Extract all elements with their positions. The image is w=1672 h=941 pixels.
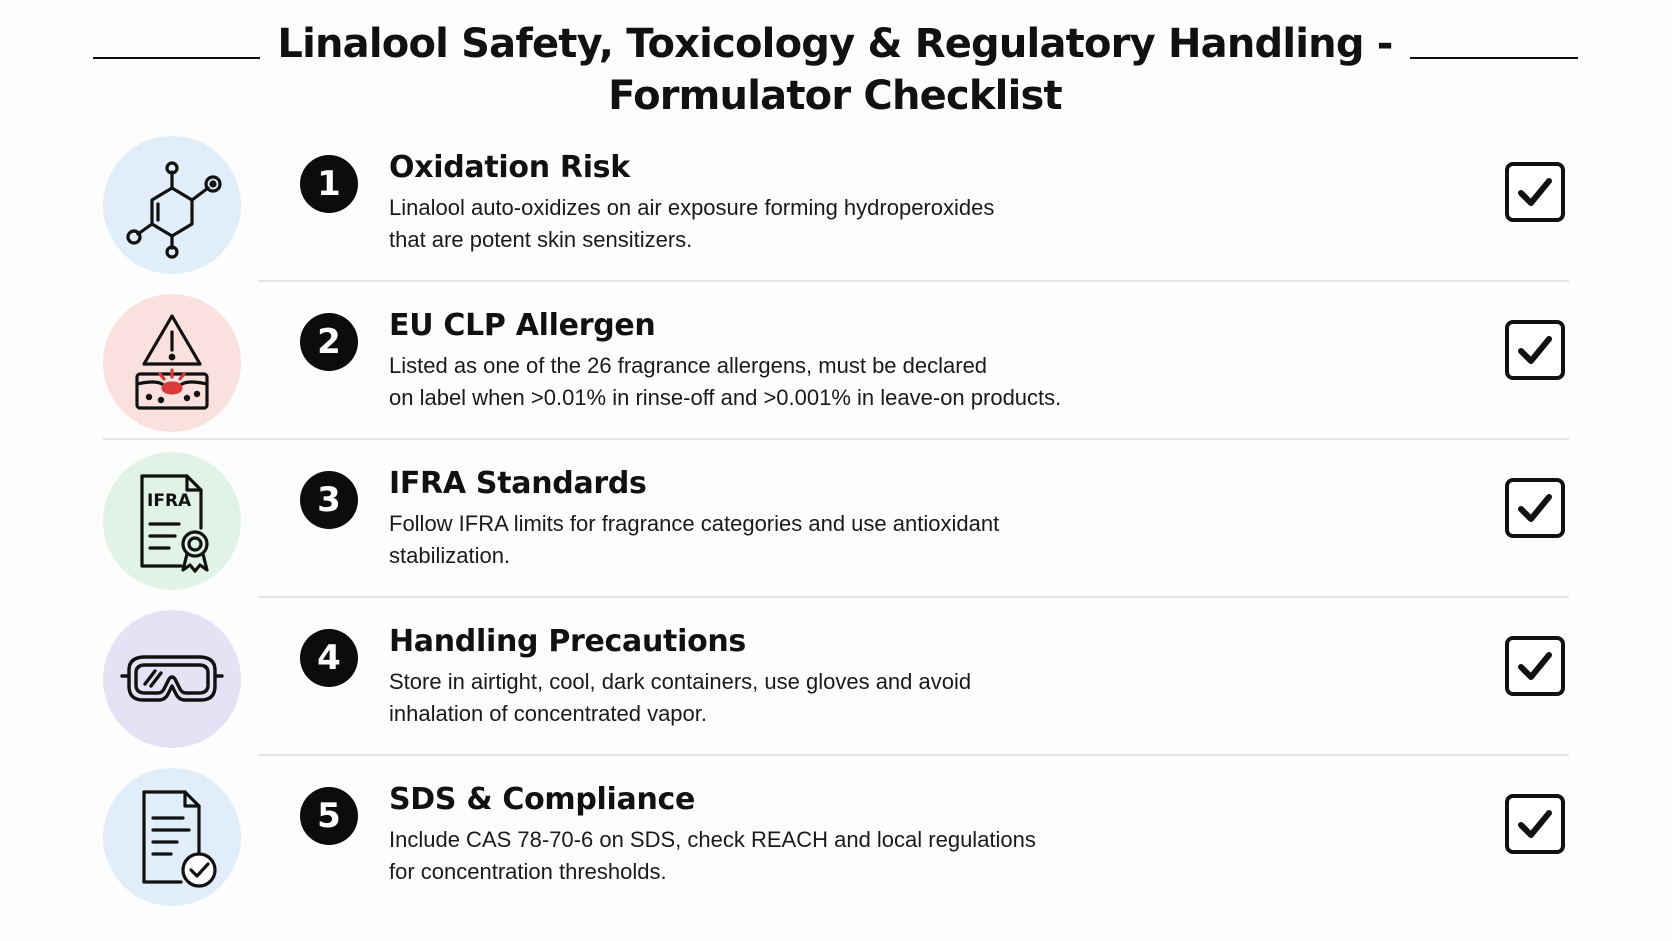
checklist-item-eu-clp-allergen xyxy=(0,284,1672,442)
skin-warning-icon xyxy=(117,308,227,418)
icon-circle xyxy=(103,452,241,590)
svg-text:IFRA: IFRA xyxy=(147,491,192,511)
ifra-certificate-icon xyxy=(117,466,227,576)
title-rule-right xyxy=(1410,57,1578,59)
item-description-line: inhalation of concentrated vapor. xyxy=(389,701,708,726)
checklist-item-handling-precautions xyxy=(0,600,1672,758)
checkmark-icon xyxy=(1515,330,1555,370)
icon-circle xyxy=(103,294,241,432)
item-description-line: on label when >0.01% in rinse-off and >0.001% in leave-on products. xyxy=(389,385,1062,410)
page-title-line2: Formulator Checklist xyxy=(608,73,1062,119)
title-rule-left xyxy=(93,57,260,59)
checkmark-icon xyxy=(1515,488,1555,528)
divider xyxy=(259,754,1569,756)
checkbox[interactable] xyxy=(1505,162,1565,222)
item-description xyxy=(389,666,1189,730)
icon-circle xyxy=(103,768,241,906)
checklist-item-ifra-standards xyxy=(0,442,1672,600)
page-title xyxy=(270,18,1400,122)
divider xyxy=(103,438,1569,440)
step-number: 4 xyxy=(300,629,358,687)
item-description xyxy=(389,824,1189,888)
checkbox[interactable] xyxy=(1505,794,1565,854)
checklist-item-sds-compliance xyxy=(0,758,1672,916)
item-title: Oxidation Risk xyxy=(389,150,630,185)
item-title: EU CLP Allergen xyxy=(389,308,656,343)
item-description-line: Follow IFRA limits for fragrance categories and use antioxidant xyxy=(389,511,1000,536)
item-description-line: Linalool auto-oxidizes on air exposure forming hydroperoxides xyxy=(389,195,995,220)
document-check-icon xyxy=(117,782,227,892)
item-description xyxy=(389,192,1189,256)
checklist-item-oxidation-risk xyxy=(0,126,1672,284)
item-description-line: Store in airtight, cool, dark containers, use gloves and avoid xyxy=(389,669,972,694)
checkmark-icon xyxy=(1515,172,1555,212)
item-description xyxy=(389,508,1189,572)
step-number: 5 xyxy=(300,787,358,845)
checkmark-icon xyxy=(1515,804,1555,844)
item-title: SDS & Compliance xyxy=(389,782,696,817)
step-number: 1 xyxy=(300,155,358,213)
header xyxy=(0,18,1672,128)
checkbox[interactable] xyxy=(1505,478,1565,538)
checkbox[interactable] xyxy=(1505,636,1565,696)
divider xyxy=(259,280,1569,282)
item-description-line: Include CAS 78-70-6 on SDS, check REACH and local regulations xyxy=(389,827,1036,852)
checkbox[interactable] xyxy=(1505,320,1565,380)
icon-circle xyxy=(103,136,241,274)
item-description-line: Listed as one of the 26 fragrance allergens, must be declared xyxy=(389,353,988,378)
icon-circle xyxy=(103,610,241,748)
item-description-line: that are potent skin sensitizers. xyxy=(389,227,693,252)
item-title: IFRA Standards xyxy=(389,466,647,501)
page-title-line1: Linalool Safety, Toxicology & Regulatory Handling - xyxy=(277,21,1393,67)
item-description-line: stabilization. xyxy=(389,543,511,568)
checkmark-icon xyxy=(1515,646,1555,686)
molecule-icon xyxy=(117,150,227,260)
item-description xyxy=(389,350,1189,414)
step-number: 2 xyxy=(300,313,358,371)
item-title: Handling Precautions xyxy=(389,624,746,659)
item-description-line: for concentration thresholds. xyxy=(389,859,667,884)
step-number: 3 xyxy=(300,471,358,529)
divider xyxy=(259,596,1569,598)
safety-goggles-icon xyxy=(117,624,227,734)
